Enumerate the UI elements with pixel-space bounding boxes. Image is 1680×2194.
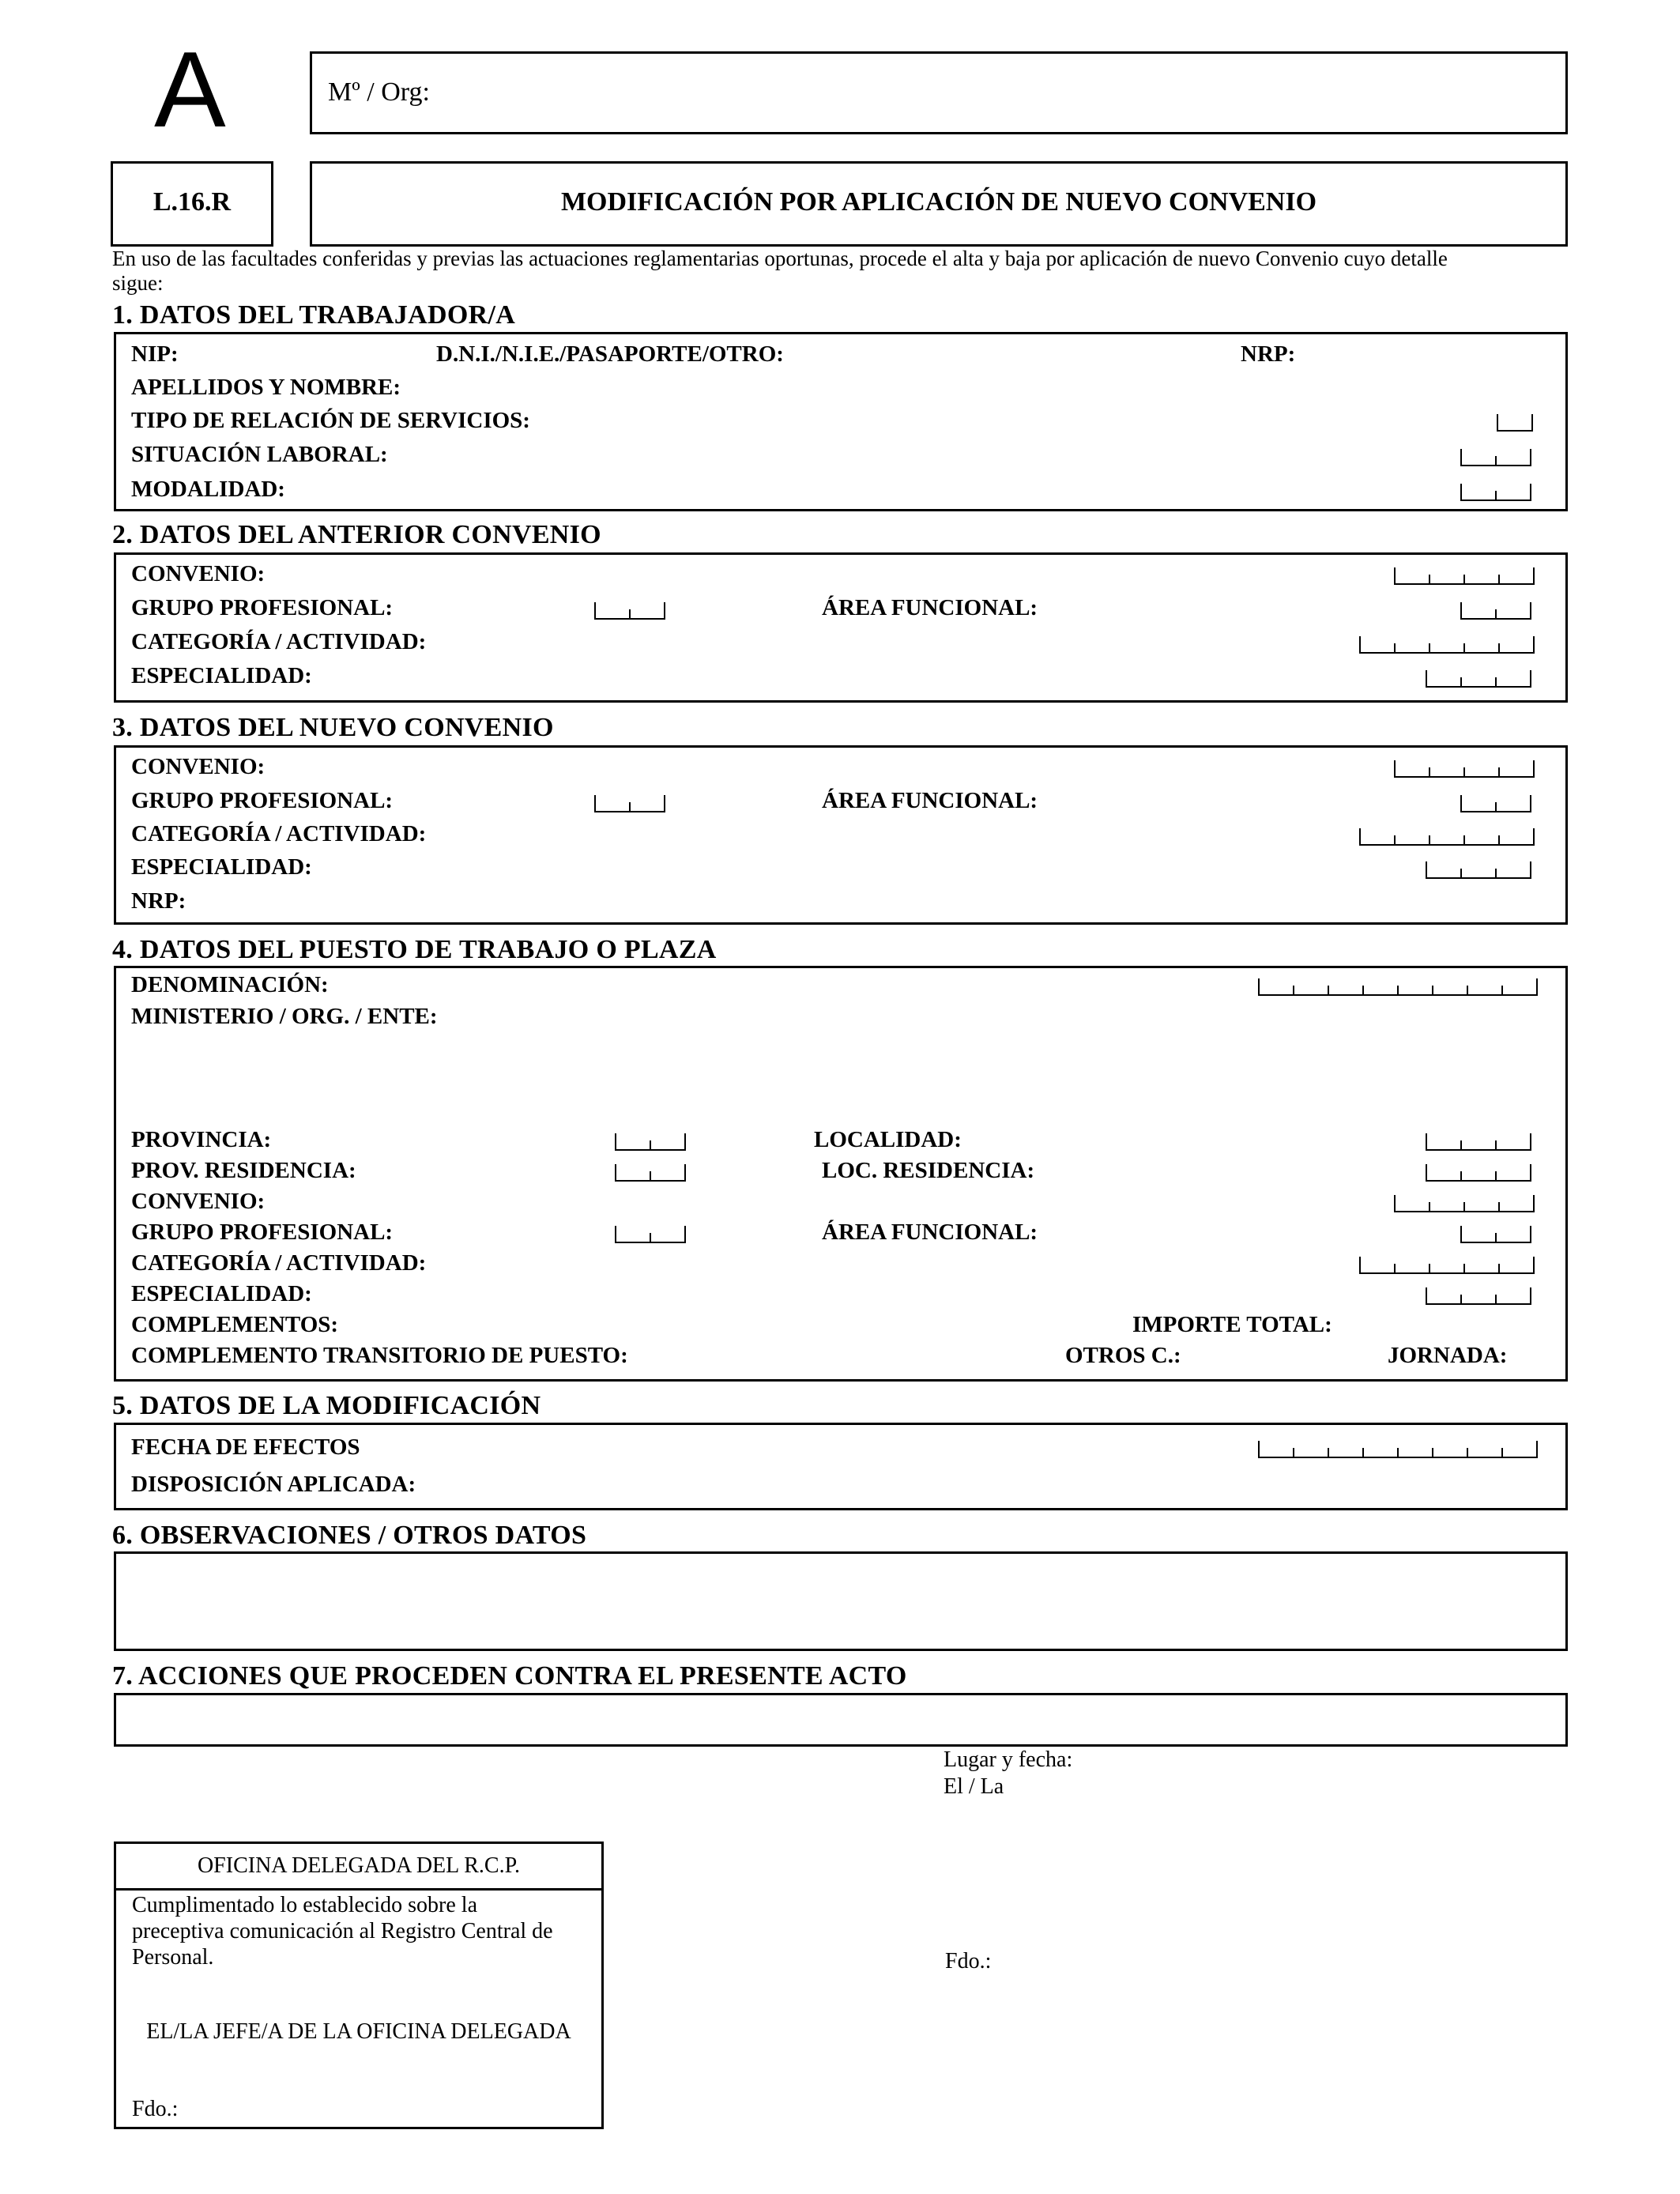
s4-especialidad-cells[interactable]: [1426, 1287, 1531, 1305]
s4-convenio-label: CONVENIO:: [131, 1189, 266, 1214]
form-title-box: [310, 161, 1568, 247]
s2-area-label: ÁREA FUNCIONAL:: [822, 595, 1038, 620]
form-title: MODIFICACIÓN POR APLICACIÓN DE NUEVO CONVENIO: [560, 187, 1317, 217]
s3-categoria-cells[interactable]: [1359, 828, 1535, 846]
prov-residencia-cells[interactable]: [615, 1164, 686, 1182]
section-6-title: 6. OBSERVACIONES / OTROS DATOS: [112, 1521, 587, 1550]
form-code: L.16.R: [153, 187, 232, 217]
jornada-label: JORNADA:: [1388, 1343, 1508, 1368]
oficina-delegada-box: [114, 1842, 604, 2129]
s2-categoria-cells[interactable]: [1359, 636, 1535, 654]
section-2-title: 2. DATOS DEL ANTERIOR CONVENIO: [112, 520, 601, 549]
tipo-relacion-cells[interactable]: [1497, 414, 1533, 432]
complemento-transitorio-label: COMPLEMENTO TRANSITORIO DE PUESTO:: [131, 1343, 628, 1368]
s2-grupo-label: GRUPO PROFESIONAL:: [131, 595, 394, 620]
oficina-jefe-label: EL/LA JEFE/A DE LA OFICINA DELEGADA: [146, 2019, 571, 2044]
oficina-text-line-1: Cumplimentado lo establecido sobre la: [132, 1893, 478, 1917]
s4-area-cells[interactable]: [1460, 1226, 1531, 1243]
nrp-label: NRP:: [1241, 341, 1296, 367]
tipo-relacion-label: TIPO DE RELACIÓN DE SERVICIOS:: [131, 408, 530, 433]
s3-especialidad-label: ESPECIALIDAD:: [131, 854, 312, 880]
lugar-fecha-label: Lugar y fecha:: [944, 1747, 1073, 1772]
disposicion-label: DISPOSICIÓN APLICADA:: [131, 1472, 416, 1497]
localidad-label: LOCALIDAD:: [814, 1127, 962, 1152]
situacion-cells[interactable]: [1460, 449, 1531, 466]
org-label: Mº / Org:: [328, 77, 430, 107]
situacion-label: SITUACIÓN LABORAL:: [131, 442, 388, 467]
section-5-title: 5. DATOS DE LA MODIFICACIÓN: [112, 1391, 541, 1420]
oficina-delegada-title: OFICINA DELEGADA DEL R.C.P.: [116, 1844, 601, 1891]
section-1-title: 1. DATOS DEL TRABAJADOR/A: [112, 300, 516, 330]
form-letter: A: [154, 29, 226, 149]
s4-especialidad-label: ESPECIALIDAD:: [131, 1281, 312, 1306]
s3-especialidad-cells[interactable]: [1426, 861, 1531, 879]
acciones-field[interactable]: [114, 1693, 1568, 1747]
apellidos-label: APELLIDOS Y NOMBRE:: [131, 375, 401, 400]
s4-categoria-cells[interactable]: [1359, 1257, 1535, 1274]
modalidad-cells[interactable]: [1460, 484, 1531, 501]
s3-area-cells[interactable]: [1460, 795, 1531, 812]
section-7-title: 7. ACCIONES QUE PROCEDEN CONTRA EL PRESENTE ACTO: [112, 1661, 907, 1691]
oficina-text-line-3: Personal.: [132, 1945, 214, 1970]
s2-especialidad-label: ESPECIALIDAD:: [131, 663, 312, 688]
s4-grupo-label: GRUPO PROFESIONAL:: [131, 1220, 394, 1245]
fecha-efectos-cells[interactable]: [1258, 1441, 1538, 1458]
s2-especialidad-cells[interactable]: [1426, 670, 1531, 688]
fecha-efectos-label: FECHA DE EFECTOS: [131, 1434, 360, 1460]
denominacion-cells[interactable]: [1258, 978, 1538, 996]
oficina-text-line-2: preceptiva comunicación al Registro Central de: [132, 1919, 553, 1943]
s4-categoria-label: CATEGORÍA / ACTIVIDAD:: [131, 1250, 427, 1276]
firma-label: Fdo.:: [945, 1949, 992, 1973]
s2-categoria-label: CATEGORÍA / ACTIVIDAD:: [131, 629, 427, 654]
s3-categoria-label: CATEGORÍA / ACTIVIDAD:: [131, 821, 427, 846]
localidad-cells[interactable]: [1426, 1133, 1531, 1151]
oficina-firma-label: Fdo.:: [132, 2097, 179, 2121]
modalidad-label: MODALIDAD:: [131, 477, 285, 502]
section-3-title: 3. DATOS DEL NUEVO CONVENIO: [112, 713, 554, 742]
complementos-label: COMPLEMENTOS:: [131, 1312, 339, 1337]
s4-convenio-cells[interactable]: [1394, 1195, 1535, 1212]
org-field[interactable]: [310, 51, 1568, 134]
importe-total-label: IMPORTE TOTAL:: [1132, 1312, 1332, 1337]
observaciones-field[interactable]: [114, 1551, 1568, 1651]
s3-grupo-label: GRUPO PROFESIONAL:: [131, 788, 394, 813]
form-code-box: [111, 161, 273, 247]
s3-convenio-label: CONVENIO:: [131, 754, 266, 779]
prov-residencia-label: PROV. RESIDENCIA:: [131, 1158, 356, 1183]
denominacion-label: DENOMINACIÓN:: [131, 972, 329, 997]
s3-convenio-cells[interactable]: [1394, 760, 1535, 778]
otros-c-label: OTROS C.:: [1065, 1343, 1181, 1368]
s2-convenio-label: CONVENIO:: [131, 561, 266, 586]
el-la-label: El / La: [944, 1774, 1004, 1799]
s4-area-label: ÁREA FUNCIONAL:: [822, 1220, 1038, 1245]
s2-area-cells[interactable]: [1460, 602, 1531, 620]
loc-residencia-label: LOC. RESIDENCIA:: [822, 1158, 1035, 1183]
section-4-title: 4. DATOS DEL PUESTO DE TRABAJO O PLAZA: [112, 935, 717, 964]
s3-grupo-cells[interactable]: [594, 795, 665, 812]
intro-text: En uso de las facultades conferidas y previas las actuaciones reglamentarias oportunas, procede el alta y baja por aplicación de nuevo Convenio cuyo detalle sigue:: [112, 247, 1448, 295]
nip-label: NIP:: [131, 341, 179, 367]
s2-grupo-cells[interactable]: [594, 602, 665, 620]
s4-grupo-cells[interactable]: [615, 1226, 686, 1243]
provincia-label: PROVINCIA:: [131, 1127, 272, 1152]
ministerio-label: MINISTERIO / ORG. / ENTE:: [131, 1004, 438, 1029]
dni-label: D.N.I./N.I.E./PASAPORTE/OTRO:: [436, 341, 784, 367]
s3-area-label: ÁREA FUNCIONAL:: [822, 788, 1038, 813]
provincia-cells[interactable]: [615, 1133, 686, 1151]
section-2-box: [114, 552, 1568, 703]
s3-nrp-label: NRP:: [131, 888, 186, 914]
loc-residencia-cells[interactable]: [1426, 1164, 1531, 1182]
s2-convenio-cells[interactable]: [1394, 567, 1535, 585]
